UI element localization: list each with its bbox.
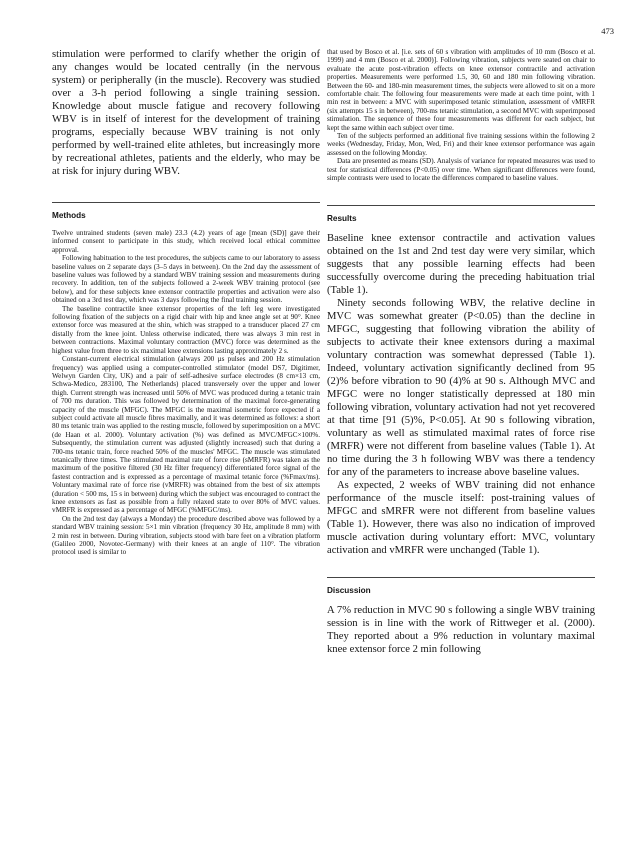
results-paragraph: Ninety seconds following WBV, the relative decline in MVC was somewhat greater (P<0.05) than the decline in MFGC, suggesting that following vibration the ability of subjects to activate their knee extensors during a maximal voluntary contraction was somewhat depressed (Table 1). Indeed, voluntary activation significantly declined from 95 (2)% before vibration to 90 (4)% at 90 s. Although MVC and MFGC were no longer statistically depressed at 180 min following vibration, voluntary activation had not yet recovered at that time [91 (5)%, P<0.05]. At 90 s following vibration, voluntary as well as stimulated maximal rates of force rise (MRFR) were not different from baseline values (Table 1). At no time during the 3 h following WBV was there a tendency for any of the parameters to increase above baseline values. xyxy=(327,297,595,478)
results-paragraph: As expected, 2 weeks of WBV training did not enhance performance of the muscle itself: post-training values of MFGC and sMRFR were not different from baseline values (Table 1). However, there was also no indication of improved muscle activation during voluntary effort: MVC, voluntary activation and vMRFR were unchanged (Table 1). xyxy=(327,479,595,556)
results-heading: Results xyxy=(327,213,357,223)
page-number: 473 xyxy=(601,26,614,36)
right-column xyxy=(327,48,595,656)
methods-heading: Methods xyxy=(52,211,86,220)
methods-paragraph: Constant-current electrical stimulation (always 200 µs pulses and 200 Hz stimulation frequency) was applied using a computer-controlled stimulator (model DS7, Digitimer, Welwyn Garden City, UK) and a pair of self-adhesive surface electrodes (8 cm×13 cm, Schwa-Medico, 283100, The Netherlands) placed transversely over the upper and lower thigh. Current strength was increased until 50% of MVC was produced during a tetanic train of 700 ms duration. This was followed by determination of the maximal force-generating capacity of the muscle (MFGC). The MFGC is the maximal isometric force expected if a subject could activate all muscle fibres maximally, and it was determined as follows: a short 80 ms tetanic train was applied to the resting muscle, followed by superimposition on a MVC (de Haan et al. 2000). Voluntary activation (%) was defined as MVC/MFGC×100%. Subsequently, the stimulation current was adjusted (slightly increased) such that during a 700-ms tetanic train, force reached 50% of the muscles' MFGC. The muscle was stimulated tetanically three times. The stimulated maximal rate of force rise (sMRFR) was taken as the maximum of the positive filtered (30 Hz filter frequency) differentiated force signal of the fastest contraction and is expressed as a percentage of maximal tetanic force (%Fmax/ms). Voluntary maximal rate of force rise (vMRFR) was obtained from the best of six attempts (duration < 500 ms, 15 s in between) during which the subject was encouraged to contract the knee extensors as fast as possible from a fully relaxed state to over 80% of MVC values. vMRFR is expressed as a percentage of MFGC (%MFGC/ms). xyxy=(52,355,320,515)
intro-paragraph: stimulation were performed to clarify whether the origin of any changes would be located centrally (in the nervous system) or peripherally (in the muscle). Recovery was studied over a 3-h period following a single training session. Knowledge about muscle fatigue and recovery following WBV is in itself of interest for the development of training programs, especially because WBV training is not only performed by well-trained elite athletes, but increasingly more by recreational athletes, patients and the elderly, who may be at risk for injury during WBV. xyxy=(52,49,320,177)
discussion-paragraph: A 7% reduction in MVC 90 s following a single WBV training session is in line with the work of Rittweger et al. (2000). They reported about a 9% reduction in voluntary maximal knee extensor force 2 min following xyxy=(327,604,595,655)
methods-rule xyxy=(52,202,320,203)
left-column xyxy=(52,48,320,557)
methods-continued-paragraph: that used by Bosco et al. [i.e. sets of 60 s vibration with amplitudes of 10 mm (Bosco et al. 1999) and 4 mm (Bosco et al. 2000)]. Following vibration, subjects were seated on chair to evaluate the acute post-vibration effects on knee extensor contractile and activation properties. Measurements were performed 1.5, 30, 60 and 180 min following vibration. Between the 60- and 180-min measurement times, the subjects were allowed to sit on a more comfortable chair. The following four measurements were made at each time point, with 1 min rest in between: a MVC with superimposed tetanic stimulation, assessment of vMRFR (six attempts 15 s in between), 700-ms tetanic stimulation, a second MVC with superimposed stimulation. The sequence of these four measurements was different for each subject, but kept the same within each subject over time. xyxy=(327,48,595,132)
methods-paragraph: Twelve untrained students (seven male) 23.3 (4.2) years of age [mean (SD)] gave their informed consent to participate in this study, which received local ethical committee approval. xyxy=(52,229,320,254)
methods-continued-paragraph: Data are presented as means (SD). Analysis of variance for repeated measures was used to test for statistical differences (P<0.05) over time. When significant differences were found, simple contrasts were used to locate the differences compared to baseline values. xyxy=(327,157,595,183)
results-rule xyxy=(327,205,595,206)
discussion-rule xyxy=(327,577,595,578)
methods-paragraph: On the 2nd test day (always a Monday) the procedure described above was followed by a standard WBV training session: 5×1 min vibration (frequency 30 Hz, amplitude 8 mm) with 2 min rest in between. During vibration, subjects stood with bare feet on a vibration platform (Galileo 2000, Novotec-Germany) with their knees at an angle of 110°. The vibration protocol used is similar to xyxy=(52,514,320,557)
methods-paragraph: The baseline contractile knee extensor properties of the left leg were investigated following fixation of the subjects on a rigid chair with hip and knee angle set at 90°. Knee extensor force was measured at the shin, which was strapped to a transducer placed 27 cm distally from the knee joint. Unless otherwise indicated, there was always 3 min rest in between contractions. Maximal voluntary contraction (MVC) force was determined as the highest value from three to six maximal knee extensions lasting approximately 2 s. xyxy=(52,304,320,355)
methods-continued-paragraph: Ten of the subjects performed an additional five training sessions within the following 2 weeks (Wednesday, Friday, Mon, Wed, Fri) and their knee extensor performance was again assessed on the following Monday. xyxy=(327,132,595,157)
results-paragraph: Baseline knee extensor contractile and activation values obtained on the 1st and 2nd test day were very similar, which suggests that any possible learning effects had been successfully overcome during the preceding habituation trial (Table 1). xyxy=(327,232,595,296)
methods-paragraph: Following habituation to the test procedures, the subjects came to our laboratory to assess baseline values on 2 separate days (3–5 days in between). On the 2nd day the assessment of baseline values was followed by a standard WBV training session and measurements during recovery. In addition, ten of the subjects followed a 2-week WBV training protocol (see below), and for these subjects knee extensor contractile properties and activation were also obtained on a 3rd test day, which was 3 days following the final training session. xyxy=(52,254,320,305)
discussion-heading: Discussion xyxy=(327,585,371,595)
